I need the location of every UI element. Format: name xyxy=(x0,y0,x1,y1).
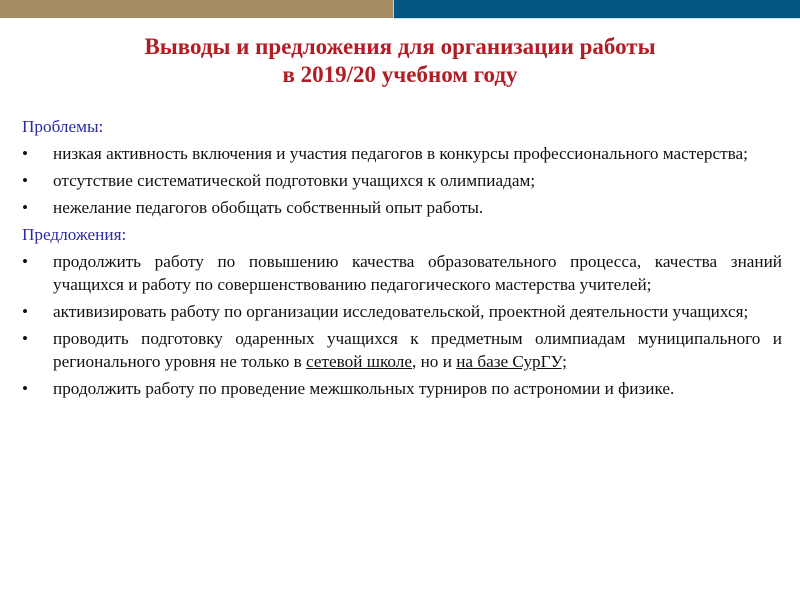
network-school-link[interactable]: сетевой школе xyxy=(306,352,413,371)
problems-heading: Проблемы: xyxy=(22,117,104,136)
bullet-icon: • xyxy=(22,144,29,163)
list-item-text: низкая активность включения и участия педагогов в конкурсы профессионального мастерства; xyxy=(53,144,748,163)
list-item-text: отсутствие систематической подготовки учащихся к олимпиадам; xyxy=(53,171,536,190)
list-item xyxy=(22,377,782,400)
list-item-text: продолжить работу по проведение межшкольных турниров по астрономии и физике. xyxy=(53,379,675,398)
list-item-text: нежелание педагогов обобщать собственный опыт работы. xyxy=(53,198,484,217)
title-line-2: в 2019/20 учебном году xyxy=(282,62,518,87)
list-item xyxy=(22,169,782,192)
proposals-list xyxy=(22,250,782,400)
list-item-text: активизировать работу по организации исследовательской, проектной деятельности учащихся; xyxy=(53,302,749,321)
list-item xyxy=(22,142,782,165)
list-item-text-part-2: , но и xyxy=(412,352,457,371)
surgu-link[interactable]: на базе СурГУ; xyxy=(456,352,567,371)
proposals-heading: Предложения: xyxy=(22,225,127,244)
bullet-icon: • xyxy=(22,379,29,398)
bullet-icon: • xyxy=(22,171,29,190)
header-bar-blue xyxy=(394,0,800,19)
header-bar-gold xyxy=(0,0,394,18)
list-item xyxy=(22,327,782,373)
list-item-text-part-1: проводить подготовку одаренных учащихся к предметным олимпиадам муниципального и регионального уровня не только в xyxy=(53,329,782,371)
header-bar xyxy=(0,0,800,19)
list-item xyxy=(22,250,782,296)
list-item xyxy=(22,196,782,219)
slide-title xyxy=(0,33,800,89)
problems-list xyxy=(22,142,782,219)
list-item xyxy=(22,300,782,323)
bullet-icon: • xyxy=(22,252,29,271)
bullet-icon: • xyxy=(22,198,29,217)
title-line-1: Выводы и предложения для организации работы xyxy=(144,34,656,59)
bullet-icon: • xyxy=(22,329,29,348)
slide-content xyxy=(22,115,782,404)
list-item-text: продолжить работу по повышению качества образовательного процесса, качества знаний учащихся и работу по совершенствованию педагогического мастерства учителей; xyxy=(53,252,782,294)
bullet-icon: • xyxy=(22,302,29,321)
